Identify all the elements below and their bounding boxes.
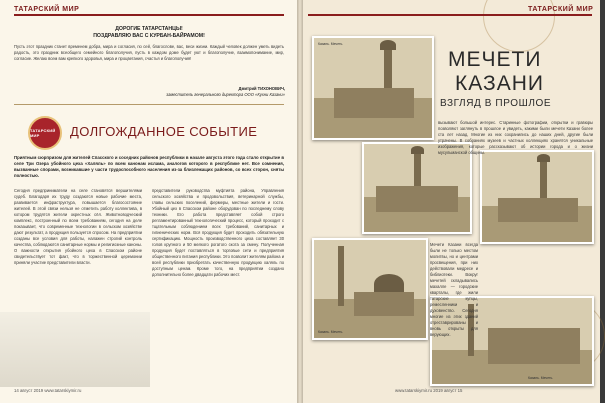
photo-caption-1: Казань. Мечеть. bbox=[318, 42, 344, 46]
right-footer: www.tatarskiymir.ru 2019 август 15 bbox=[395, 388, 463, 393]
running-head: ТАТАРСКИЙ МИР bbox=[14, 6, 80, 13]
background-pier-image bbox=[0, 312, 150, 387]
logo-text: ТАТАРСКИЙ МИР bbox=[30, 128, 56, 138]
article-lead: Приятным сюрпризом для жителей Спасского и соседних районов республики в начале августа этого года стало открытие в селе Три Озера убойного цеха «Халяль» по всем канонам ислама, аналогов которого в республике нет. Все сомнения, вызванные спорами, возникавшие у части трудоспособного населения из-за близлежащих районов, со всех сторон, сняты полностью. bbox=[14, 155, 284, 178]
header-rule bbox=[14, 14, 284, 16]
greeting-line-1: ДОРОГИЕ ТАТАРСТАНЦЫ! bbox=[115, 26, 183, 32]
running-head-right: ТАТАРСКИЙ МИР bbox=[528, 6, 594, 13]
greeting-line-2: ПОЗДРАВЛЯЮ ВАС С КУРБАН-БАЙРАМОМ! bbox=[93, 33, 205, 39]
section-divider bbox=[14, 104, 284, 105]
signature bbox=[120, 86, 285, 98]
feature-title-line-1: МЕЧЕТИ bbox=[448, 48, 542, 71]
article-heading: ДОЛГОЖДАННОЕ СОБЫТИЕ bbox=[70, 124, 258, 139]
greeting-text: Пусть этот праздник станет временем добра, мира и согласия, по сей, благослове, вас, веси жизни. Каждый человек должен уметь видеть радость, это праздник всеобщего семейного благополучия, пусть в каждом доме будет уют и благополучие, взаимопонимание, мир, согласие. Желаю всем вам крепкого здоровья, мира и процветания, счастья и благополучия! bbox=[14, 44, 284, 61]
mosque-photo-1 bbox=[312, 36, 434, 140]
magazine-logo bbox=[28, 116, 62, 150]
photo-caption-2: Казань. Мечеть. bbox=[318, 330, 344, 334]
mosque-photo-3 bbox=[312, 238, 428, 340]
left-page bbox=[0, 0, 297, 403]
signature-name: Дмитрий ТИХОНОВИЧ, bbox=[238, 86, 285, 91]
left-footer: 14 август 2019 www.tatarskiymir.ru bbox=[14, 388, 82, 393]
feature-text-1: вызывают большой интерес. Старинные фотографии, открытки и гравюры позволяют заглянуть в прошлое и увидеть, какими были мечети Казани более ста лет назад. Многие из них сохранились до наших дней, другие были утрачены. В собраниях музеев и частных коллекциях хранятся уникальные изображения, которые рассказывают об истории города и о жизни мусульманской общины. bbox=[438, 120, 593, 155]
article-column-2: представители руководства муфтията района, Управления сельского хозяйства и продовольствия, ветеринарной службы, главы сельских поселений, фермеры, местные жители и гости. Убойный цех в Спасском районе оборудован по последнему слову техники. Его работа представляет собой строго регламентированный технологический процесс, который проходит с тщательным соблюдением всех требований, санитарных и гигиенических норм. Вся продукция будет проходить обязательную сертификацию. Мощность производственного цеха составляет 30 голов крупного и 50 мелкого рогатого скота за смену. Полученная продукция будет поставляться в торговые сети и предприятия общественного питания республики. Это позволит жителям района и всей республики приобретать качественную продукцию халяль по доступным ценам. Кроме того, на предприятии создано дополнительно более двадцати рабочих мест. bbox=[152, 188, 284, 277]
feature-title-line-2: КАЗАНИ bbox=[455, 72, 544, 95]
mosque-photo-4 bbox=[480, 150, 594, 244]
feature-text-2: Мечети Казани всегда были не только местом молитвы, но и центрами просвещения, при них действовали медресе и библиотеки. Вокруг мечетей складывались махалле — городские кварталы, где жили татарские купцы, ремесленники и духовенство. Сегодня многие из этих зданий отреставрированы и вновь открыты для верующих. bbox=[430, 242, 478, 337]
article-column-1: Сегодня предприниматели на селе становятся вершителями судеб. Благодаря их труду создаются новые рабочие места, развивается инфраструктура, повышается благосостояние жителей. В этой связи нельзя не отметить работу коллектива, в котором трудятся жители окрестных сёл. Животноводческий комплекс, построенный по всем требованиям, сегодня на деле показывает, что современные технологии в сельском хозяйстве дают результат, а продукция пользуется спросом. На предприятии созданы все условия для работы, налажен строгий контроль качества, соблюдаются санитарные нормы и религиозные каноны. О важности открытия убойного цеха в Спасском районе свидетельствует тот факт, что в торжественной церемонии приняли участие представители власти. bbox=[14, 188, 142, 265]
photo-caption-3: Казань. Мечеть. bbox=[528, 376, 554, 380]
signature-role: заместитель генерального директора ООО «Кухни Казани» bbox=[166, 92, 285, 97]
header-rule-right bbox=[308, 14, 592, 16]
greeting bbox=[14, 26, 284, 40]
feature-subtitle: ВЗГЛЯД В ПРОШЛОЕ bbox=[440, 98, 552, 109]
